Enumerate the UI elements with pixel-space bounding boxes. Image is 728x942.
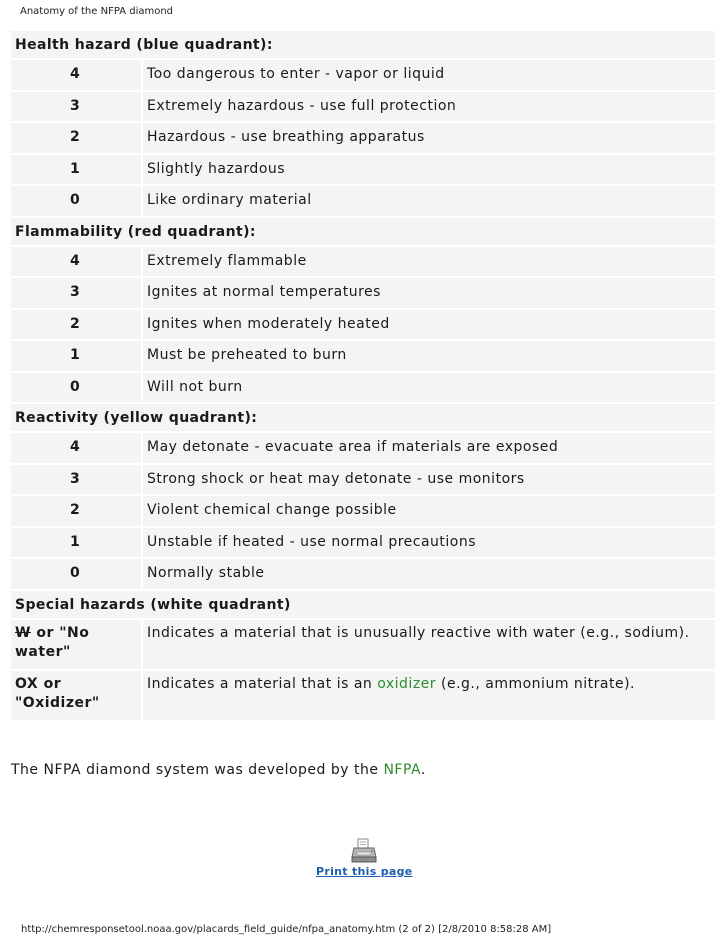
table-row [11,465,715,497]
table-row [11,60,715,92]
level-cell: 3 [11,92,143,122]
symbol-cell [11,620,143,669]
description-cell: Ignites when moderately heated [143,310,715,340]
table-row [11,310,715,342]
level-cell: 0 [11,373,143,403]
table-row [11,123,715,155]
description-cell: Slightly hazardous [143,155,715,185]
description-cell: May detonate - evacuate area if materials are exposed [143,433,715,463]
table-row [11,620,715,671]
description-cell: Violent chemical change possible [143,496,715,526]
section-header-special: Special hazards (white quadrant) [11,591,715,620]
level-cell: 3 [11,465,143,495]
level-cell: 2 [11,123,143,153]
description-cell: Will not burn [143,373,715,403]
table-row [11,92,715,124]
table-row [11,559,715,591]
nfpa-table [11,31,715,722]
water-symbol: W [15,624,31,641]
description-cell: Hazardous - use breathing apparatus [143,123,715,153]
level-cell: 0 [11,186,143,216]
level-cell: 2 [11,310,143,340]
level-cell: 3 [11,278,143,308]
description-cell [143,671,715,720]
symbol-cell: OX or "Oxidizer" [11,671,143,720]
level-cell: 1 [11,528,143,558]
table-row [11,341,715,373]
description-text: Indicates a material that is an [147,675,378,692]
footnote-end: . [420,762,426,778]
table-row [11,186,715,218]
table-row [11,247,715,279]
description-cell: Normally stable [143,559,715,589]
level-cell: 4 [11,433,143,463]
level-cell: 4 [11,247,143,277]
description-cell: Extremely hazardous - use full protection [143,92,715,122]
section-header-reactivity: Reactivity (yellow quadrant): [11,404,715,433]
level-cell: 0 [11,559,143,589]
level-cell: 4 [11,60,143,90]
table-row [11,671,715,722]
page-header-title: Anatomy of the NFPA diamond [20,6,174,17]
nfpa-link[interactable]: NFPA [383,762,421,778]
table-row [11,373,715,405]
table-row [11,496,715,528]
section-header-health: Health hazard (blue quadrant): [11,31,715,60]
description-cell: Like ordinary material [143,186,715,216]
level-cell: 1 [11,155,143,185]
symbol-label: or "No water" [15,624,90,660]
page-footer-url: http://chemresponsetool.noaa.gov/placards_field_guide/nfpa_anatomy.htm (2 of 2) [2/8/2010 8:58:28 AM] [21,924,552,935]
description-cell: Extremely flammable [143,247,715,277]
table-row [11,278,715,310]
section-header-flammability: Flammability (red quadrant): [11,218,715,247]
table-row [11,433,715,465]
footnote-text: The NFPA diamond system was developed by the [11,762,384,778]
printer-icon[interactable] [351,838,377,864]
print-page-link[interactable]: Print this page [316,865,413,878]
description-cell: Must be preheated to burn [143,341,715,371]
table-row [11,155,715,187]
level-cell: 1 [11,341,143,371]
level-cell: 2 [11,496,143,526]
description-cell: Indicates a material that is unusually reactive with water (e.g., sodium). [143,620,715,669]
table-row [11,528,715,560]
description-cell: Strong shock or heat may detonate - use monitors [143,465,715,495]
footnote [11,762,426,778]
oxidizer-link[interactable]: oxidizer [377,675,437,692]
description-cell: Ignites at normal temperatures [143,278,715,308]
description-cell: Unstable if heated - use normal precautions [143,528,715,558]
description-text: (e.g., ammonium nitrate). [436,675,636,692]
description-cell: Too dangerous to enter - vapor or liquid [143,60,715,90]
